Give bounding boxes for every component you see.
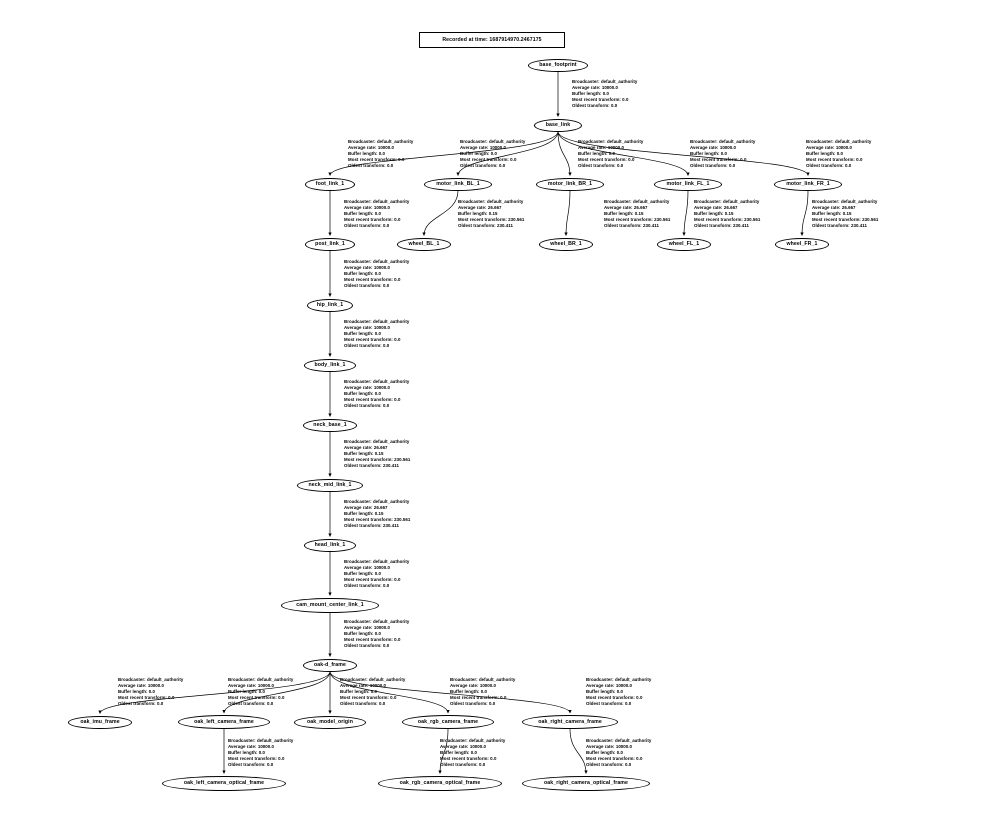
edge-label-line: Buffer length: 0.0 [344, 631, 382, 637]
edge-label-line: Oldest transform: 230.411 [812, 223, 867, 229]
edge-label-line: Buffer length: 0.0 [344, 271, 382, 277]
edge-label-line: Most recent transform: 0.0 [578, 157, 635, 163]
edge-label-line: Most recent transform: 0.0 [690, 157, 747, 163]
graph-node-motor_link_FR_1[interactable]: motor_link_FR_1 [774, 178, 842, 191]
graph-node-oak_imu_frame[interactable]: oak_imu_frame [68, 716, 132, 729]
edge-label-line: Average rate: 26.667 [694, 205, 738, 211]
graph-node-base_link[interactable]: base_link [534, 119, 582, 132]
edge-label-line: Buffer length: 0.0 [578, 151, 616, 157]
graph-node-oak_rgb_camera_optical_frame[interactable]: oak_rgb_camera_optical_frame [378, 776, 502, 791]
edge-label-line: Average rate: 10000.0 [440, 744, 487, 750]
edge-label-line: Average rate: 10000.0 [450, 683, 497, 689]
edge-label-line: Most recent transform: 0.0 [340, 695, 397, 701]
graph-edge [802, 191, 808, 236]
edge-label-line: Oldest transform: 0.0 [586, 762, 632, 768]
edge-label-line: Most recent transform: 230.561 [694, 217, 761, 223]
edge-label-base_link-to-foot_link_1 [348, 139, 413, 169]
graph-node-oak_right_camera_optical_frame[interactable]: oak_right_camera_optical_frame [522, 776, 650, 791]
edge-label-line: Most recent transform: 0.0 [806, 157, 863, 163]
edge-label-line: Most recent transform: 0.0 [344, 397, 401, 403]
edge-label-line: Most recent transform: 0.0 [344, 277, 401, 283]
edge-label-line: Oldest transform: 0.0 [344, 583, 390, 589]
edge-label-line: Average rate: 10000.0 [690, 145, 737, 151]
edge-label-line: Buffer length: 0.15 [694, 211, 734, 217]
edge-label-oak-d_frame-to-oak_right_camera_frame [586, 677, 651, 707]
edge-label-line: Oldest transform: 0.0 [450, 701, 496, 707]
edge-label-line: Most recent transform: 0.0 [344, 577, 401, 583]
graph-node-motor_link_FL_1[interactable]: motor_link_FL_1 [654, 178, 722, 191]
edge-label-line: Broadcaster: default_authority [586, 738, 652, 743]
edge-label-line: Average rate: 10000.0 [344, 565, 391, 571]
edge-label-line: Average rate: 26.667 [458, 205, 502, 211]
edge-label-line: Most recent transform: 0.0 [118, 695, 175, 701]
edge-label-line: Broadcaster: default_authority [344, 199, 410, 204]
edge-label-line: Buffer length: 0.0 [344, 331, 382, 337]
edge-label-neck_mid_link_1-to-head_link_1 [344, 499, 410, 529]
edge-label-line: Average rate: 10000.0 [460, 145, 507, 151]
edge-label-line: Broadcaster: default_authority [344, 439, 410, 444]
graph-node-oak_rgb_camera_frame[interactable]: oak_rgb_camera_frame [402, 715, 494, 729]
edge-label-line: Buffer length: 0.0 [806, 151, 844, 157]
edge-label-line: Broadcaster: default_authority [344, 499, 410, 504]
edge-label-line: Broadcaster: default_authority [812, 199, 878, 204]
edge-label-line: Buffer length: 0.0 [228, 689, 266, 695]
edge-label-oak-d_frame-to-oak_rgb_camera_frame [450, 677, 515, 707]
edge-label-line: Average rate: 10000.0 [228, 744, 275, 750]
edge-label-line: Buffer length: 0.0 [586, 750, 624, 756]
edge-label-oak-d_frame-to-oak_left_camera_frame [228, 677, 293, 707]
edge-label-oak_rgb_camera_frame-to-oak_rgb_camera_optical_frame [440, 738, 505, 768]
edge-label-line: Buffer length: 0.0 [340, 689, 378, 695]
edge-label-line: Oldest transform: 230.411 [694, 223, 749, 229]
edge-label-line: Average rate: 10000.0 [340, 683, 387, 689]
edge-label-line: Buffer length: 0.0 [572, 91, 610, 97]
edge-label-base_footprint-to-base_link [572, 79, 637, 109]
edge-label-line: Most recent transform: 0.0 [344, 337, 401, 343]
edge-label-line: Buffer length: 0.0 [344, 571, 382, 577]
graph-node-cam_mount_center_link_1[interactable]: cam_mount_center_link_1 [281, 598, 379, 613]
edge-label-line: Broadcaster: default_authority [348, 139, 414, 144]
graph-node-oak_right_camera_frame[interactable]: oak_right_camera_frame [522, 715, 618, 729]
edge-label-line: Oldest transform: 0.0 [572, 103, 618, 109]
edge-label-head_link_1-to-cam_mount_center_link_1 [344, 559, 409, 589]
edge-label-line: Broadcaster: default_authority [344, 319, 410, 324]
graph-node-base_footprint[interactable]: base_footprint [528, 59, 588, 72]
edge-label-line: Most recent transform: 0.0 [228, 756, 285, 762]
edge-label-line: Oldest transform: 0.0 [586, 701, 632, 707]
edge-label-line: Buffer length: 0.0 [228, 750, 266, 756]
edge-label-oak-d_frame-to-oak_imu_frame [118, 677, 183, 707]
edge-label-line: Buffer length: 0.0 [440, 750, 478, 756]
edge-label-motor_link_FR_1-to-wheel_FR_1 [812, 199, 878, 229]
edge-label-line: Average rate: 10000.0 [344, 265, 391, 271]
graph-node-motor_link_BL_1[interactable]: motor_link_BL_1 [424, 178, 492, 191]
edge-label-line: Broadcaster: default_authority [694, 199, 760, 204]
edge-label-line: Most recent transform: 0.0 [586, 756, 643, 762]
graph-edge [558, 132, 570, 176]
edge-label-line: Average rate: 10000.0 [586, 744, 633, 750]
edge-label-line: Average rate: 26.667 [344, 505, 388, 511]
edge-label-line: Broadcaster: default_authority [340, 677, 406, 682]
edge-label-line: Broadcaster: default_authority [344, 259, 410, 264]
edge-label-body_link_1-to-neck_base_1 [344, 379, 409, 409]
edge-label-line: Most recent transform: 0.0 [440, 756, 497, 762]
edge-label-line: Broadcaster: default_authority [344, 379, 410, 384]
edge-label-oak_right_camera_frame-to-oak_right_camera_optical_frame [586, 738, 651, 768]
edge-label-line: Buffer length: 0.0 [118, 689, 156, 695]
graph-node-wheel_BL_1[interactable]: wheel_BL_1 [397, 238, 451, 251]
graph-node-body_link_1[interactable]: body_link_1 [304, 359, 356, 372]
edge-label-line: Average rate: 10000.0 [348, 145, 395, 151]
edge-label-line: Broadcaster: default_authority [586, 677, 652, 682]
graph-node-motor_link_BR_1[interactable]: motor_link_BR_1 [536, 178, 604, 191]
edge-label-line: Oldest transform: 0.0 [460, 163, 506, 169]
edge-label-line: Broadcaster: default_authority [806, 139, 872, 144]
edge-label-neck_base_1-to-neck_mid_link_1 [344, 439, 410, 469]
edge-label-line: Most recent transform: 0.0 [344, 217, 401, 223]
edge-label-line: Most recent transform: 0.0 [348, 157, 405, 163]
edge-label-line: Most recent transform: 0.0 [450, 695, 507, 701]
edge-label-line: Most recent transform: 0.0 [344, 637, 401, 643]
graph-node-neck_mid_link_1[interactable]: neck_mid_link_1 [297, 479, 363, 492]
edge-label-base_link-to-motor_link_BL_1 [460, 139, 525, 169]
edge-label-line: Most recent transform: 230.561 [458, 217, 525, 223]
edge-label-base_link-to-motor_link_FR_1 [806, 139, 871, 169]
edge-label-line: Broadcaster: default_authority [572, 79, 638, 84]
edge-label-line: Oldest transform: 0.0 [228, 701, 274, 707]
edge-label-line: Most recent transform: 230.561 [812, 217, 879, 223]
edge-label-motor_link_FL_1-to-wheel_FL_1 [694, 199, 760, 229]
graph-node-hip_link_1[interactable]: hip_link_1 [307, 299, 353, 312]
edge-label-line: Average rate: 10000.0 [806, 145, 853, 151]
edge-label-line: Buffer length: 0.0 [348, 151, 386, 157]
edge-label-hip_link_1-to-body_link_1 [344, 319, 409, 349]
edge-label-base_link-to-motor_link_FL_1 [690, 139, 755, 169]
graph-edge [424, 191, 458, 236]
edge-label-line: Most recent transform: 230.561 [604, 217, 671, 223]
edge-label-line: Buffer length: 0.15 [344, 451, 384, 457]
edge-label-line: Oldest transform: 0.0 [344, 403, 390, 409]
edge-label-line: Broadcaster: default_authority [578, 139, 644, 144]
graph-node-oak-d_frame[interactable]: oak-d_frame [303, 659, 357, 672]
edge-label-line: Buffer length: 0.15 [604, 211, 644, 217]
edge-label-line: Buffer length: 0.15 [458, 211, 498, 217]
edge-label-line: Average rate: 26.667 [812, 205, 856, 211]
edge-label-line: Oldest transform: 0.0 [578, 163, 624, 169]
graph-node-oak_model_origin[interactable]: oak_model_origin [294, 716, 366, 729]
edge-label-line: Buffer length: 0.0 [690, 151, 728, 157]
edge-label-line: Average rate: 26.667 [344, 445, 388, 451]
graph-node-wheel_BR_1[interactable]: wheel_BR_1 [539, 238, 593, 251]
edge-label-line: Buffer length: 0.0 [460, 151, 498, 157]
edge-label-line: Buffer length: 0.0 [344, 211, 382, 217]
graph-node-wheel_FR_1[interactable]: wheel_FR_1 [775, 238, 829, 251]
edge-label-line: Average rate: 10000.0 [572, 85, 619, 91]
edge-label-line: Oldest transform: 0.0 [228, 762, 274, 768]
edge-label-oak-d_frame-to-oak_model_origin [340, 677, 405, 707]
edge-label-line: Broadcaster: default_authority [228, 738, 294, 743]
edge-label-line: Oldest transform: 0.0 [340, 701, 386, 707]
edge-label-line: Oldest transform: 230.411 [604, 223, 659, 229]
edge-label-line: Broadcaster: default_authority [118, 677, 184, 682]
edge-label-line: Average rate: 10000.0 [344, 325, 391, 331]
edge-label-line: Oldest transform: 0.0 [344, 223, 390, 229]
edge-label-line: Buffer length: 0.15 [812, 211, 852, 217]
edge-label-line: Average rate: 10000.0 [578, 145, 625, 151]
edge-label-line: Oldest transform: 230.411 [344, 463, 399, 469]
edge-label-line: Most recent transform: 0.0 [572, 97, 629, 103]
edge-label-line: Oldest transform: 0.0 [690, 163, 736, 169]
edge-label-line: Average rate: 10000.0 [228, 683, 275, 689]
edge-label-line: Average rate: 10000.0 [344, 625, 391, 631]
edge-label-line: Oldest transform: 230.411 [344, 523, 399, 529]
edge-label-line: Oldest transform: 0.0 [806, 163, 852, 169]
edge-label-line: Buffer length: 0.0 [344, 391, 382, 397]
graph-edge [566, 191, 570, 236]
edge-label-line: Broadcaster: default_authority [458, 199, 524, 204]
edge-label-line: Broadcaster: default_authority [690, 139, 756, 144]
edge-label-line: Broadcaster: default_authority [344, 619, 410, 624]
edge-label-line: Oldest transform: 0.0 [440, 762, 486, 768]
graph-node-post_link_1[interactable]: post_link_1 [305, 238, 355, 251]
edge-label-motor_link_BR_1-to-wheel_BR_1 [604, 199, 670, 229]
edge-label-line: Most recent transform: 0.0 [460, 157, 517, 163]
edge-label-cam_mount_center_link_1-to-oak-d_frame [344, 619, 409, 649]
edge-label-line: Average rate: 10000.0 [344, 205, 391, 211]
edge-label-line: Buffer length: 0.0 [450, 689, 488, 695]
edge-label-line: Oldest transform: 0.0 [344, 643, 390, 649]
edge-label-line: Most recent transform: 230.561 [344, 457, 411, 463]
edge-label-line: Broadcaster: default_authority [228, 677, 294, 682]
edge-label-line: Buffer length: 0.15 [344, 511, 384, 517]
edge-label-line: Most recent transform: 230.561 [344, 517, 411, 523]
graph-node-recorded[interactable]: Recorded at time: 1687914970.2467175 [419, 32, 565, 48]
edge-label-line: Broadcaster: default_authority [450, 677, 516, 682]
edge-label-line: Most recent transform: 0.0 [228, 695, 285, 701]
graph-node-neck_base_1[interactable]: neck_base_1 [303, 419, 357, 432]
edge-label-line: Oldest transform: 0.0 [344, 283, 390, 289]
graph-node-foot_link_1[interactable]: foot_link_1 [305, 178, 355, 191]
edge-label-line: Broadcaster: default_authority [460, 139, 526, 144]
edge-label-line: Most recent transform: 0.0 [586, 695, 643, 701]
edge-label-line: Oldest transform: 0.0 [348, 163, 394, 169]
edge-label-line: Average rate: 10000.0 [586, 683, 633, 689]
graph-node-oak_left_camera_optical_frame[interactable]: oak_left_camera_optical_frame [162, 776, 286, 791]
edge-label-line: Oldest transform: 230.411 [458, 223, 513, 229]
graph-edge [684, 191, 688, 236]
edge-label-line: Average rate: 10000.0 [118, 683, 165, 689]
edge-label-line: Broadcaster: default_authority [344, 559, 410, 564]
edge-label-line: Broadcaster: default_authority [440, 738, 506, 743]
graph-node-head_link_1[interactable]: head_link_1 [304, 539, 356, 552]
edge-label-line: Average rate: 10000.0 [344, 385, 391, 391]
edge-label-line: Broadcaster: default_authority [604, 199, 670, 204]
graph-node-oak_left_camera_frame[interactable]: oak_left_camera_frame [178, 715, 270, 729]
graph-edge [570, 729, 586, 774]
edge-label-line: Oldest transform: 0.0 [118, 701, 164, 707]
edge-label-oak_left_camera_frame-to-oak_left_camera_optical_frame [228, 738, 293, 768]
edge-label-line: Oldest transform: 0.0 [344, 343, 390, 349]
edge-label-post_link_1-to-hip_link_1 [344, 259, 409, 289]
edge-label-line: Average rate: 26.667 [604, 205, 648, 211]
edge-label-base_link-to-motor_link_BR_1 [578, 139, 643, 169]
edge-label-motor_link_BL_1-to-wheel_BL_1 [458, 199, 524, 229]
graph-node-wheel_FL_1[interactable]: wheel_FL_1 [657, 238, 711, 251]
edge-label-line: Buffer length: 0.0 [586, 689, 624, 695]
edge-label-foot_link_1-to-post_link_1 [344, 199, 409, 229]
